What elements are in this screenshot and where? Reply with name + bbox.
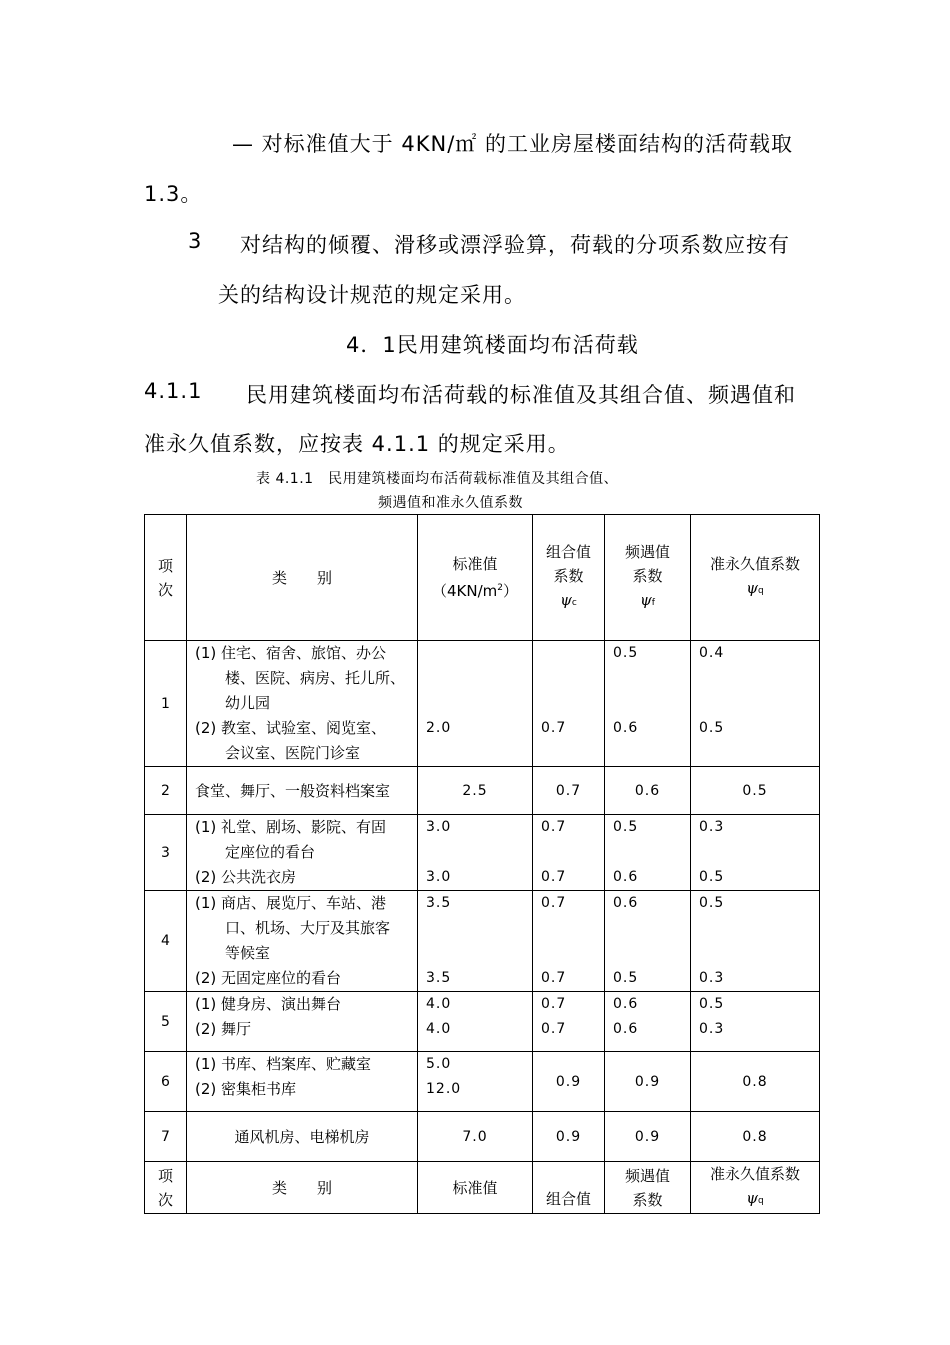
row-standard-value: 5.0 12.0 [418,1052,533,1112]
list-number-3: 3 [188,229,203,253]
table-row [145,767,820,815]
row-combination-coefficient: 0.7 0.7 [533,891,605,992]
row-quasi-permanent-coefficient: 0.5 [691,767,820,815]
row-quasi-permanent-coefficient: 0.5 0.3 [691,992,820,1052]
row-quasi-permanent-coefficient: 0.5 0.3 [691,891,820,992]
paragraph-line-4: 关的结构设计规范的规定采用。 [218,283,526,307]
table-caption-line-2: 频遇值和准永久值系数 [378,495,523,511]
header-standard-value: 标准值 $(4KN/m^2)$ [418,515,533,641]
row-category: (1) 商店、展览厅、车站、港 口、机场、大厅及其旅客 等候室 (2) 无固定座位的看台 [187,891,418,992]
row-frequent-coefficient: 0.9 [605,1112,691,1162]
row-standard-value: 7.0 [418,1112,533,1162]
row-combination-coefficient: 0.7 [533,767,605,815]
row-quasi-permanent-coefficient: 0.8 [691,1112,820,1162]
table-row [145,1052,820,1112]
clause-number: 4.1.1 [144,379,203,403]
row-index: 4 [145,891,187,992]
table-row [145,815,820,891]
table-row [145,992,820,1052]
row-category: (1) 健身房、演出舞台 (2) 舞厅 [187,992,418,1052]
row-standard-value: 4.0 4.0 [418,992,533,1052]
paragraph-line-2: 1.3。 [144,182,203,206]
table-header-row [145,515,820,641]
row-combination-coefficient: 0.9 [533,1112,605,1162]
footer-quasi-permanent-coefficient: 准永久值系数 ψq [691,1162,820,1214]
header-frequent-coefficient: 频遇值 系数 ψf [605,515,691,641]
row-index: 2 [145,767,187,815]
footer-frequent-coefficient: 频遇值 系数 [605,1162,691,1214]
row-standard-value: 2.0 [418,641,533,767]
header-category: 类 别 [187,515,418,641]
row-category: (1) 住宅、宿舍、旅馆、办公 楼、医院、病房、托儿所、 幼儿园 (2) 教室、试验室、阅览室、 会议室、医院门诊室 [187,641,418,767]
row-combination-coefficient: 0.9 [533,1052,605,1112]
row-frequent-coefficient: 0.6 0.5 [605,891,691,992]
table-caption-line-1: 表 4.1.1 民用建筑楼面均布活荷载标准值及其组合值、 [256,471,619,487]
footer-category: 类 别 [187,1162,418,1214]
row-category: 食堂、舞厅、一般资料档案室 [187,767,418,815]
row-quasi-permanent-coefficient: 0.3 0.5 [691,815,820,891]
footer-combination: 组合值 [533,1162,605,1214]
row-standard-value: 3.0 3.0 [418,815,533,891]
row-index: 7 [145,1112,187,1162]
footer-standard-value: 标准值 [418,1162,533,1214]
clause-text-line-2: 准永久值系数，应按表 4.1.1 的规定采用。 [144,432,570,456]
row-quasi-permanent-coefficient: 0.8 [691,1052,820,1112]
header-combination-coefficient: 组合值 系数 ψc [533,515,605,641]
row-category: (1) 书库、档案库、贮藏室 (2) 密集柜书库 [187,1052,418,1112]
table-row [145,891,820,992]
row-category: 通风机房、电梯机房 [187,1112,418,1162]
row-frequent-coefficient: 0.6 [605,767,691,815]
row-combination-coefficient: 0.7 0.7 [533,815,605,891]
row-frequent-coefficient: 0.6 0.6 [605,992,691,1052]
footer-item: 项 次 [145,1162,187,1214]
row-index: 5 [145,992,187,1052]
header-quasi-permanent-coefficient: 准永久值系数 ψq [691,515,820,641]
row-quasi-permanent-coefficient: 0.4 0.5 [691,641,820,767]
row-frequent-coefficient: 0.9 [605,1052,691,1112]
row-index: 3 [145,815,187,891]
table-footer-header-row [145,1162,820,1214]
row-category: (1) 礼堂、剧场、影院、有固 定座位的看台 (2) 公共洗衣房 [187,815,418,891]
row-index: 6 [145,1052,187,1112]
row-combination-coefficient: 0.7 0.7 [533,992,605,1052]
clause-text-line-1: 民用建筑楼面均布活荷载的标准值及其组合值、频遇值和 [246,383,796,407]
table-row [145,641,820,767]
header-item: 项 次 [145,515,187,641]
paragraph-line-1: — 对标准值大于 4KN/㎡ 的工业房屋楼面结构的活荷载取 [232,132,793,156]
row-frequent-coefficient: 0.5 0.6 [605,641,691,767]
paragraph-line-3: 对结构的倾覆、滑移或漂浮验算，荷载的分项系数应按有 [240,233,790,257]
row-standard-value: 2.5 [418,767,533,815]
row-frequent-coefficient: 0.5 0.6 [605,815,691,891]
table-row [145,1112,820,1162]
row-combination-coefficient: 0.7 [533,641,605,767]
section-heading: 4．1民用建筑楼面均布活荷载 [346,333,639,357]
row-index: 1 [145,641,187,767]
live-load-table [144,514,820,1214]
row-standard-value: 3.5 3.5 [418,891,533,992]
